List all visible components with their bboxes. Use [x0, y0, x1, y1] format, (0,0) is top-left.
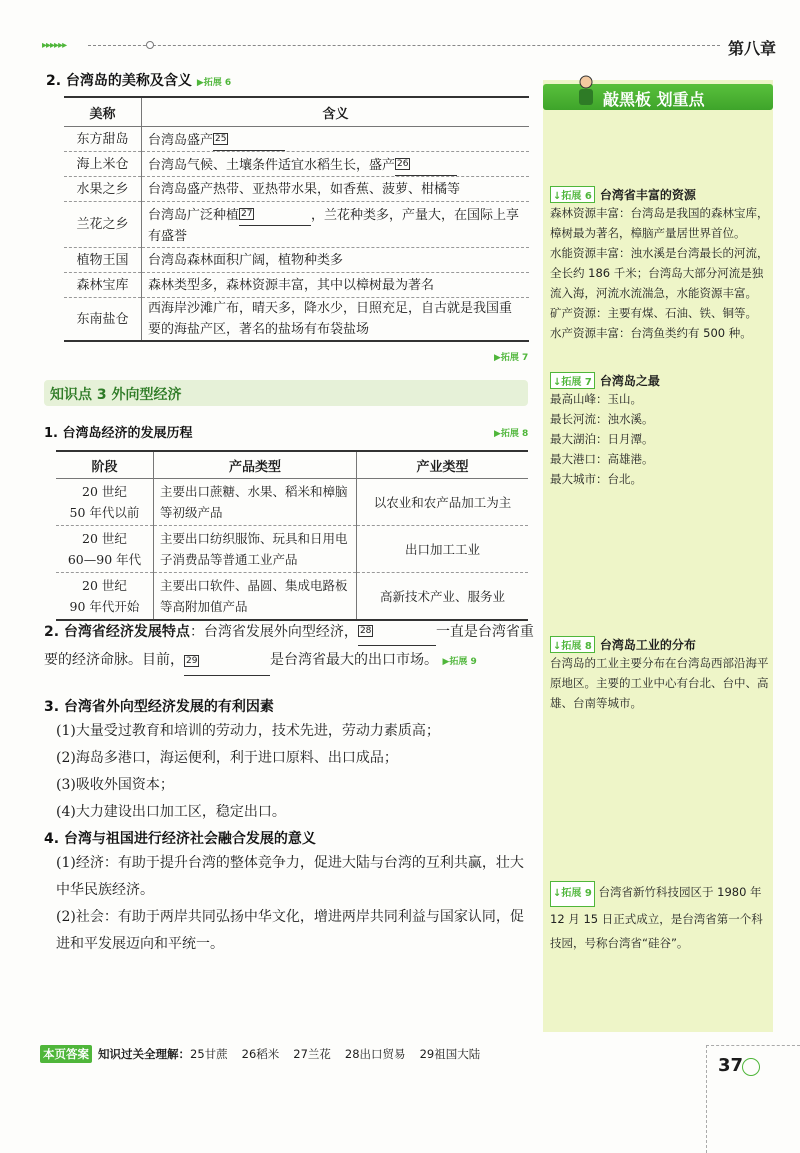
header-rule: [88, 45, 720, 46]
nickname-cell: 森林宝库: [64, 273, 142, 298]
paragraph-text: 是台湾省最大的出口市场。: [270, 652, 438, 668]
nickname-cell: 水果之乡: [64, 177, 142, 202]
teacher-icon: [573, 74, 599, 108]
sidebar-title: 敲黑板 划重点: [603, 90, 705, 109]
table-row: [56, 479, 528, 526]
development-table: [56, 450, 528, 621]
ext-body: [550, 389, 772, 489]
answer-item: 27兰花: [293, 1047, 331, 1061]
meaning-cell: [142, 298, 530, 342]
sidebar-ext7: [550, 370, 772, 489]
blank-number: 29: [186, 656, 198, 666]
table-row: [64, 127, 529, 152]
meaning-text: 西海岸沙滩广布，晴天多，降水少，日照充足，自古就是我国重要的海盐产区，著名的盐场有布袋盐场: [148, 301, 513, 337]
knowledge-point-label: 知识点 3 外向型经济: [50, 387, 182, 403]
table-row: [64, 273, 529, 298]
table-row: [64, 248, 529, 273]
stage-cell: [56, 479, 154, 526]
ext-tag: ↓拓展 7: [550, 372, 595, 389]
list-item: 最长河流：浊水溪。: [550, 412, 654, 426]
blank-number: 28: [359, 626, 372, 636]
meaning-text: 台湾岛盛产: [148, 133, 214, 148]
list-item: (2)海岛多港口，海运便利，利于进口原料、出口成品；: [56, 750, 398, 766]
answer-list: [190, 1047, 494, 1061]
col-header-name: 美称: [64, 97, 142, 127]
meaning-text: 台湾岛气候、土壤条件适宜水稻生长，盛产: [148, 158, 396, 173]
page-decoration-icon: [742, 1058, 760, 1076]
list-item: 台湾省新竹科技园区于 1980 年 12 月 15 日正式成立，是台湾省第一个科技园，号称台湾省“硅谷”。: [550, 885, 763, 950]
ext-body: [550, 653, 772, 713]
blank-28: [358, 616, 436, 646]
table-row: [64, 177, 529, 202]
stage-line: 90 年代开始: [69, 599, 140, 614]
extension-tag: ▶拓展 6: [196, 78, 232, 88]
paragraph-text: 一直是台湾省重要的经济命脉。目前，: [44, 624, 534, 668]
blank-number: 25: [215, 134, 227, 144]
sidebar-ext9: [550, 880, 772, 955]
industry-cell: 高新技术产业、服务业: [357, 573, 529, 621]
ext-tag: ↓拓展 9: [550, 881, 595, 907]
stage-cell: [56, 573, 154, 621]
stage-line: 60—90 年代: [67, 552, 142, 567]
paragraph-title: 2. 台湾省经济发展特点: [44, 624, 190, 640]
blank-number: 27: [241, 209, 253, 219]
ext-heading: 台湾岛工业的分布: [599, 638, 696, 652]
table-row: [56, 573, 528, 621]
paragraph-text: ：台湾省发展外向型经济，: [189, 624, 358, 640]
answer-blank: [395, 152, 457, 176]
ext-body: [550, 203, 772, 343]
ext-tag: ↓拓展 6: [550, 186, 595, 203]
meaning-cell: [142, 177, 530, 202]
stage-line: 20 世纪: [82, 531, 127, 546]
stage-cell: [56, 526, 154, 573]
list-item: (1)经济：有助于提升台湾的整体竞争力，促进大陆与台湾的互利共赢，壮大中华民族经济。: [56, 855, 524, 898]
meaning-cell: [142, 202, 530, 248]
page-corner-line: [706, 1045, 707, 1153]
answer-label: 知识过关全理解：: [98, 1047, 190, 1061]
list-item: 水能资源丰富：浊水溪是台湾最长的河流，全长约 186 千米；台湾岛大部分河流是独流入海，河流水流湍急，水能资源丰富。: [550, 246, 769, 300]
product-cell: 主要出口蔗糖、水果、稻米和樟脑等初级产品: [154, 479, 357, 526]
section-title: 1. 台湾岛经济的发展历程: [44, 426, 193, 441]
nickname-cell: 东方甜岛: [64, 127, 142, 152]
list-item: 矿产资源：主要有煤、石油、铁、铜等。: [550, 306, 757, 320]
answer-blank: [213, 127, 285, 151]
list-item: 台湾岛的工业主要分布在台湾岛西部沿海平原地区。主要的工业中心有台北、台中、高雄、台南等城市。: [550, 656, 769, 710]
meaning-text: 森林类型多，森林资源丰富，其中以樟树最为著名: [148, 277, 435, 293]
sidebar-ext8: [550, 634, 772, 713]
section-title-text: 2. 台湾岛的美称及含义: [46, 73, 192, 89]
economy-feature-paragraph: [44, 616, 534, 676]
chapter-title: 第八章: [728, 39, 777, 58]
header-arrows: ▸▸▸▸▸▸: [42, 40, 67, 51]
sidebar-ext6: [550, 184, 772, 343]
industry-cell: 出口加工工业: [357, 526, 529, 573]
nickname-cell: 兰花之乡: [64, 202, 142, 248]
header-dot: [146, 41, 154, 49]
list-item: (4)大力建设出口加工区，稳定出口。: [56, 804, 286, 820]
stage-line: 50 年代以前: [69, 505, 140, 520]
product-cell: 主要出口纺织服饰、玩具和日用电子消费品等普通工业产品: [154, 526, 357, 573]
ext-heading: 台湾岛之最: [599, 374, 660, 388]
nickname-cell: 东南盐仓: [64, 298, 142, 342]
answer-bar: [40, 1045, 494, 1063]
answer-item: 28出口贸易: [344, 1047, 406, 1061]
col-header-product: 产品类型: [154, 451, 357, 479]
section-title: 3. 台湾省外向型经济发展的有利因素: [44, 699, 274, 715]
list-item: 最大城市：台北。: [550, 472, 642, 486]
industry-cell: 以农业和农产品加工为主: [357, 479, 529, 526]
ext-heading: 台湾省丰富的资源: [599, 188, 696, 202]
list-item: 最高山峰：玉山。: [550, 392, 642, 406]
ext-tag: ↓拓展 8: [550, 636, 595, 653]
list-item: 水产资源丰富：台湾鱼类约有 500 种。: [550, 326, 752, 340]
meaning-text: ，兰花种类多，产量大，在国际上享有盛誉: [148, 208, 520, 244]
table-row: [64, 202, 529, 248]
answer-tag: 本页答案: [40, 1045, 92, 1063]
col-header-industry: 产业类型: [357, 451, 529, 479]
meaning-text: 台湾岛森林面积广阔，植物种类多: [148, 252, 344, 268]
list-item: 森林资源丰富：台湾岛是我国的森林宝库，樟树最为著名，樟脑产量居世界首位。: [550, 206, 769, 240]
col-header-stage: 阶段: [56, 451, 154, 479]
answer-item: 25甘蔗: [190, 1047, 228, 1061]
meaning-cell: [142, 152, 530, 177]
meaning-cell: [142, 273, 530, 298]
answer-blank: [239, 202, 311, 226]
list-item: (2)社会：有助于两岸共同弘扬中华文化，增进两岸共同利益与国家认同，促进和平发展迈向和平统一。: [56, 909, 524, 952]
meaning-text: 台湾岛盛产热带、亚热带水果，如香蕉、菠萝、柑橘等: [148, 181, 461, 197]
product-cell: 主要出口软件、晶圆、集成电路板等高附加值产品: [154, 573, 357, 621]
stage-line: 20 世纪: [82, 578, 127, 593]
list-item: 最大港口：高雄港。: [550, 452, 654, 466]
table-row: [64, 152, 529, 177]
blank-number: 26: [397, 159, 409, 169]
section-title: [46, 70, 231, 90]
section-title: 4. 台湾与祖国进行经济社会融合发展的意义: [44, 831, 316, 847]
meaning-cell: [142, 248, 530, 273]
list-item: (1)大量受过教育和培训的劳动力，技术先进，劳动力素质高；: [56, 723, 440, 739]
list-item: (3)吸收外国资本；: [56, 777, 174, 793]
list-item: 最大湖泊：日月潭。: [550, 432, 654, 446]
blank-29: [184, 646, 270, 676]
nickname-table: [64, 96, 529, 342]
answer-item: 29祖国大陆: [419, 1047, 481, 1061]
nickname-cell: 植物王国: [64, 248, 142, 273]
meaning-cell: [142, 127, 530, 152]
extension-tag: ▶拓展 8: [494, 429, 529, 439]
table-row: [56, 526, 528, 573]
page-number: 37: [718, 1055, 744, 1076]
col-header-meaning: 含义: [142, 97, 530, 127]
nickname-cell: 海上米仓: [64, 152, 142, 177]
extension-tag: ▶拓展 7: [494, 353, 529, 363]
stage-line: 20 世纪: [82, 484, 127, 499]
table-row: [64, 298, 529, 342]
factor-list: [56, 718, 526, 826]
meaning-text: 台湾岛广泛种植: [148, 208, 240, 223]
extension-tag: ▶拓展 9: [442, 657, 477, 667]
answer-item: 26稻米: [241, 1047, 280, 1061]
page-corner-line: [706, 1045, 800, 1046]
meaning-list: [56, 850, 526, 958]
